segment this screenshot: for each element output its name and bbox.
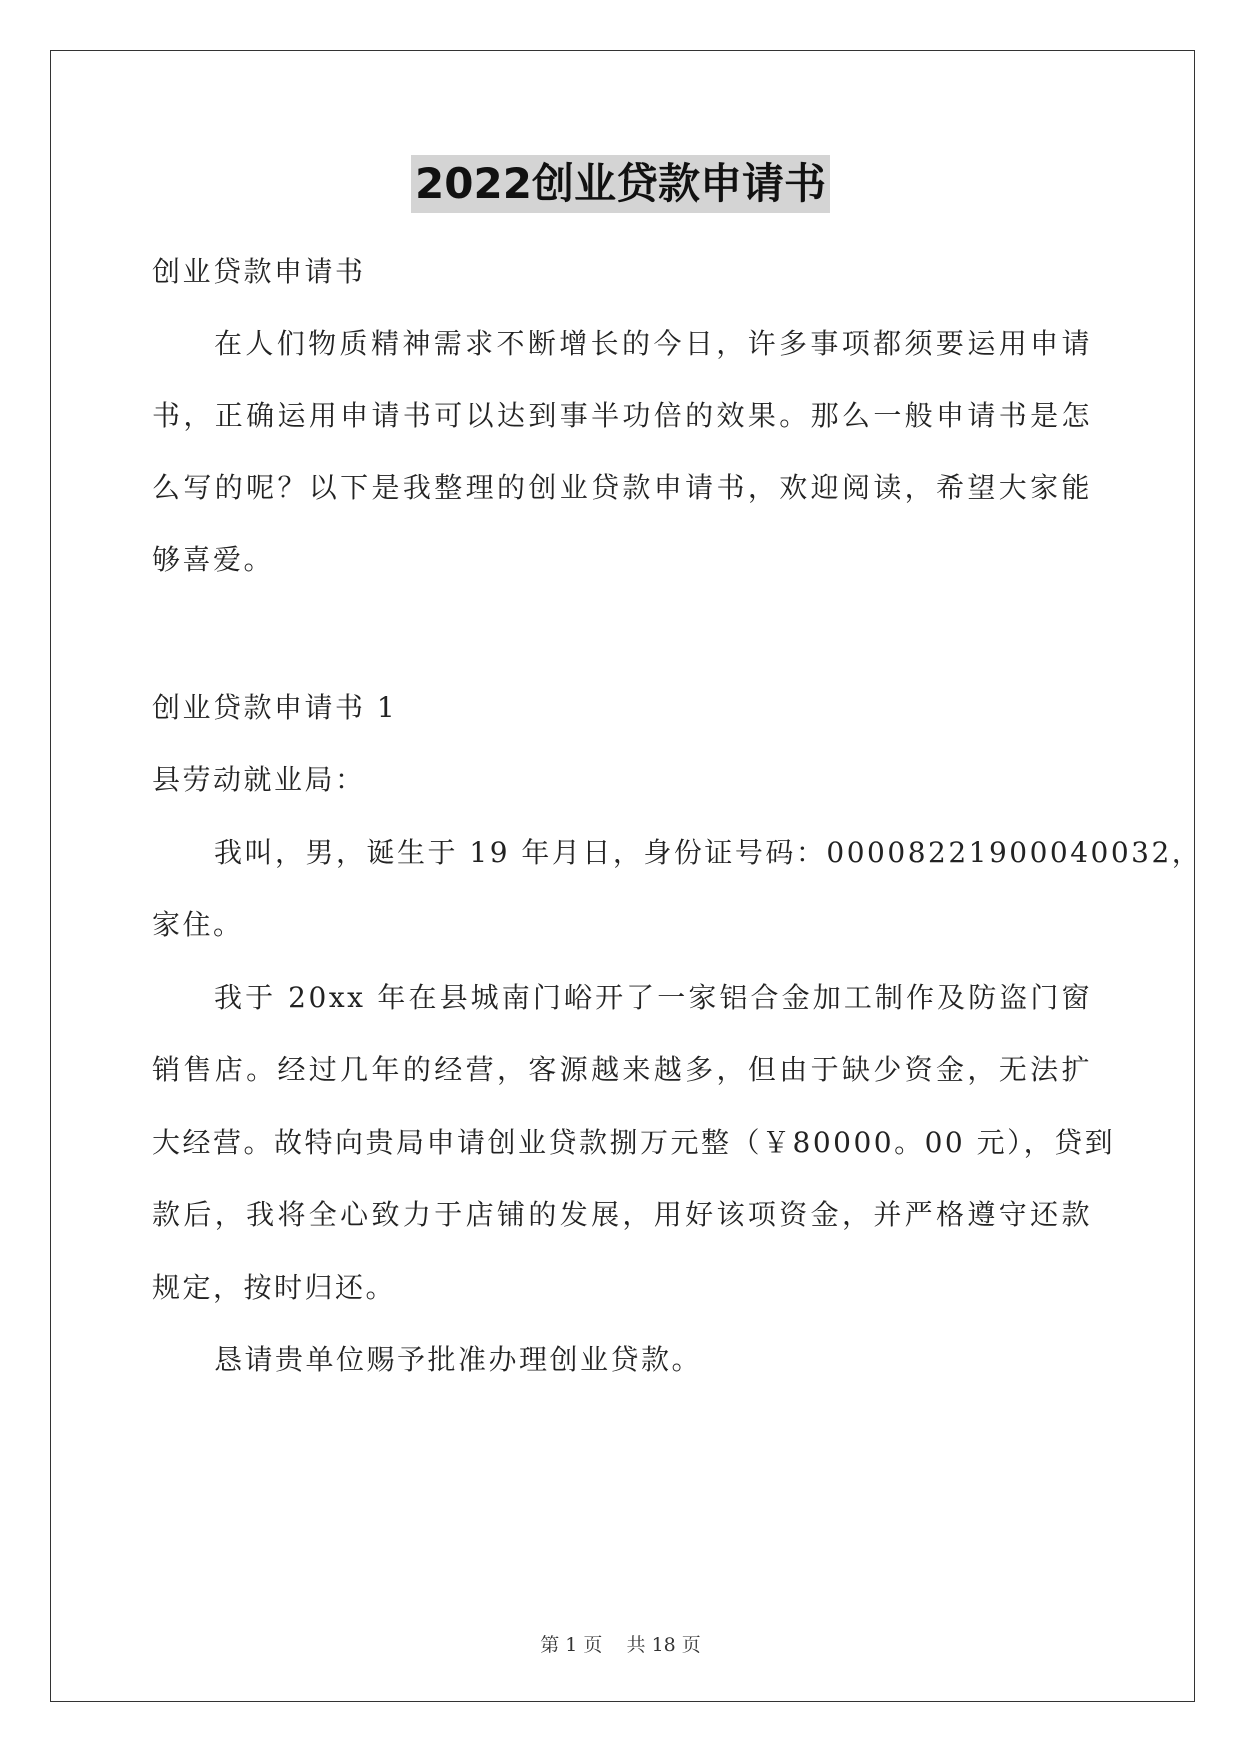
paragraph-line: 么写的呢？以下是我整理的创业贷款申请书，欢迎阅读，希望大家能 [152,471,1092,504]
document-title: 2022创业贷款申请书 [411,155,830,213]
page-number: 第 1 页 [540,1634,603,1656]
document-title-wrap [0,155,1241,213]
salutation: 县劳动就业局： [152,763,366,796]
paragraph-line: 在人们物质精神需求不断增长的今日，许多事项都须要运用申请 [214,327,1092,360]
section-heading: 创业贷款申请书 [152,255,366,288]
paragraph-line: 款后，我将全心致力于店铺的发展，用好该项资金，并严格遵守还款 [152,1198,1092,1231]
page-border [50,50,1203,1702]
paragraph-line: 家住。 [152,908,244,941]
section-heading: 创业贷款申请书 1 [152,691,398,724]
paragraph-line: 销售店。经过几年的经营，客源越来越多，但由于缺少资金，无法扩 [152,1053,1092,1086]
page-total: 共 18 页 [626,1634,701,1656]
paragraph-line: 规定，按时归还。 [152,1271,397,1304]
paragraph-line: 我于 20xx 年在县城南门峪开了一家铝合金加工制作及防盗门窗 [214,981,1092,1014]
page-footer [0,1630,1241,1657]
paragraph-line: 大经营。故特向贵局申请创业贷款捌万元整（￥80000。00 元），贷到 [152,1126,1116,1159]
paragraph-line: 够喜爱。 [152,543,275,576]
paragraph-line: 书，正确运用申请书可以达到事半功倍的效果。那么一般申请书是怎 [152,399,1092,432]
paragraph-line: 我叫，男，诞生于 19 年月日，身份证号码：00008221900040032， [214,836,1203,869]
paragraph-line: 恳请贵单位赐予批准办理创业贷款。 [214,1343,703,1376]
